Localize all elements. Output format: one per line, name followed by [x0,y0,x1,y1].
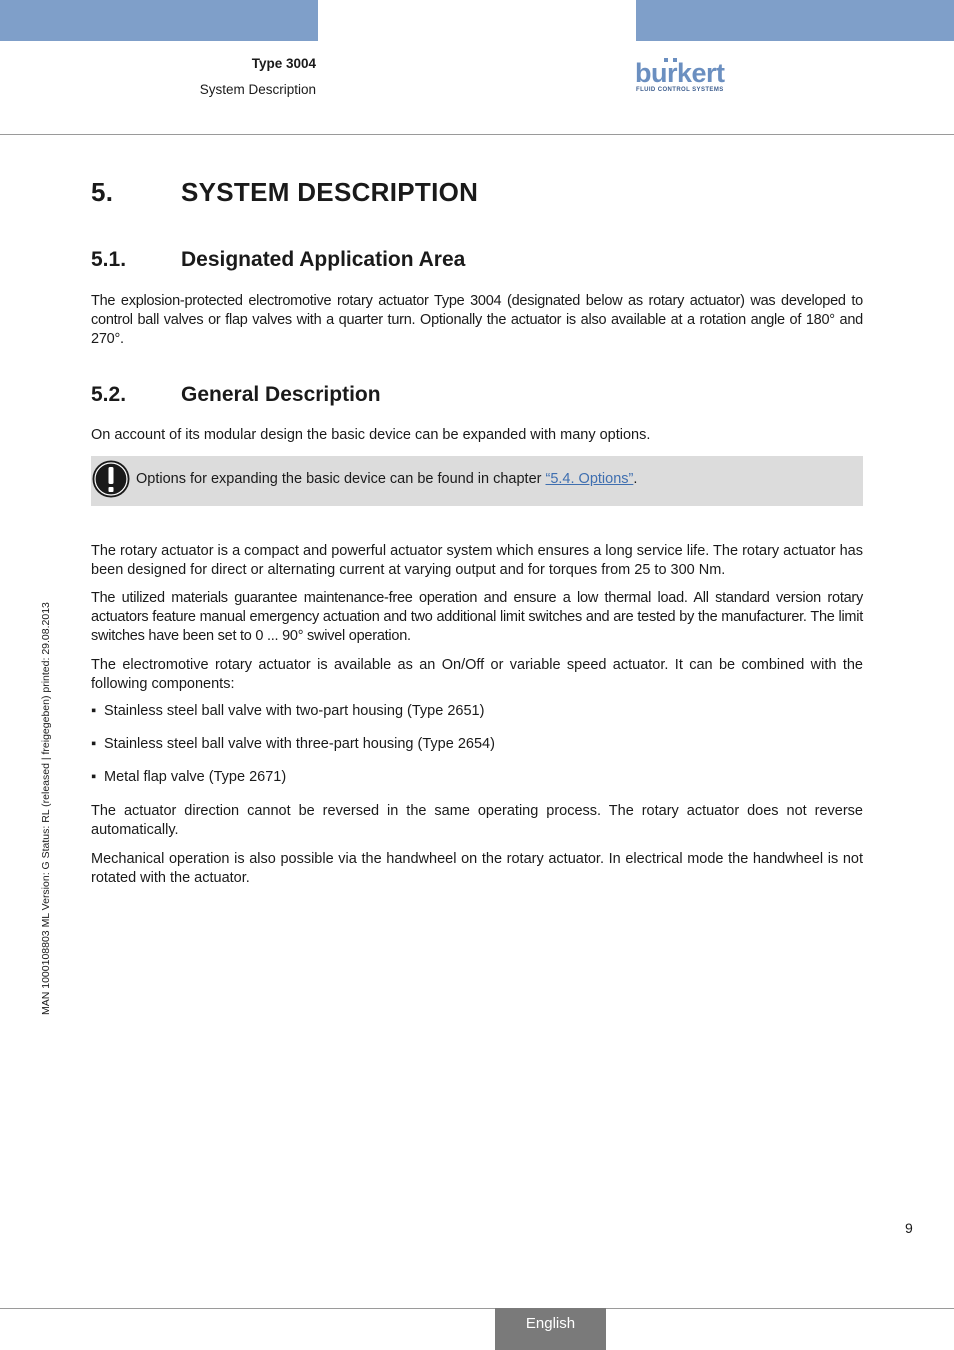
note-text-before: Options for expanding the basic device can be found in chapter [136,471,546,487]
list-item-text: Metal flap valve (Type 2671) [104,769,287,785]
application-area-paragraph: The explosion-protected electromotive rotary actuator Type 3004 (designated below as rotary actuator) was developed to control ball valves or flap valves with a quarter turn. Optionally the actuator is also available at a rotation angle of 180° and 270°. [91,293,863,348]
bullet-marker: ▪ [91,703,97,719]
note-text [136,471,637,487]
burkert-logo [635,58,745,96]
closing-paragraph-2: Mechanical operation is also possible via the handwheel on the rotary actuator. In electrical mode the handwheel is not rotated with the actuator. [91,851,863,887]
list-item [91,736,495,752]
section-title: General Description [181,383,381,406]
doc-type: Type 3004 [251,56,316,71]
header-divider [0,134,954,135]
section-heading-5-1 [91,248,465,272]
document-status-note: MAN 1000108803 ML Version: G Status: RL (released | freigegeben) printed: 29.08.2013 [40,602,52,1015]
chapter-number: 5. [91,177,114,207]
section-title: Designated Application Area [181,248,466,271]
exclamation-icon [92,460,130,498]
section-heading-5-2 [91,383,381,407]
note-box [91,456,863,506]
doc-subtitle: System Description [199,82,316,97]
header-band-left [0,0,318,41]
chapter-title: SYSTEM DESCRIPTION [181,177,479,207]
general-paragraph-3: The electromotive rotary actuator is available as an On/Off or variable speed actuator. It can be combined with the following components: [91,657,863,693]
general-paragraph-1: The rotary actuator is a compact and powerful actuator system which ensures a long service life. The rotary actuator has been designed for direct or alternating current at varying output and for torques from 25 to 300 Nm. [91,543,863,579]
general-description-intro: On account of its modular design the basic device can be expanded with many options. [91,427,651,443]
list-item [91,703,484,719]
bullet-marker: ▪ [91,769,97,785]
logo-tagline: FLUID CONTROL SYSTEMS [636,87,724,93]
note-text-after: . [633,471,638,487]
chapter-heading [91,177,478,208]
section-number: 5.2. [91,383,127,406]
list-item [91,769,286,785]
page-number: 9 [905,1220,913,1236]
list-item-text: Stainless steel ball valve with three-part housing (Type 2654) [104,736,495,752]
header-band-right [636,0,954,41]
bullet-marker: ▪ [91,736,97,752]
closing-paragraph-1: The actuator direction cannot be reversed in the same operating process. The rotary actuator does not reverse automatically. [91,803,863,839]
general-paragraph-2: The utilized materials guarantee maintenance-free operation and ensure a low thermal load. All standard version rotary actuators feature manual emergency actuation and two additional limit switches and are tested by the manufacturer. The limit switches have been set to 0 ... 90° swivel operation. [91,590,863,645]
section-number: 5.1. [91,248,127,271]
list-item-text: Stainless steel ball valve with two-part housing (Type 2651) [104,703,485,719]
language-tab: English [495,1308,606,1350]
options-chapter-link[interactable]: “5.4. Options” [545,471,634,487]
footer-divider [0,1308,954,1309]
logo-word: burkert [635,58,725,88]
